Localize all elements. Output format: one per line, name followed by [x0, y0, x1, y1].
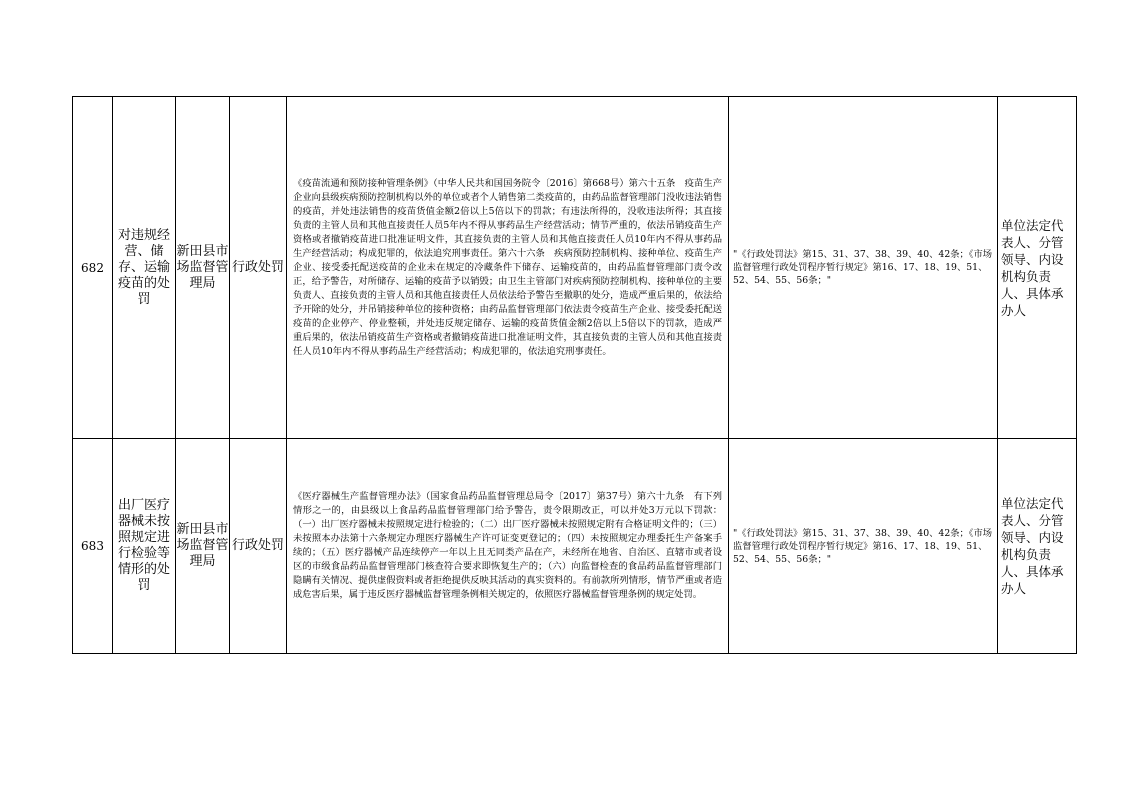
item-name: 对违规经营、储存、运输疫苗的处罚 — [113, 97, 176, 439]
procedure-law — [729, 97, 998, 439]
department: 新田县市场监督管理局 — [176, 439, 230, 654]
legal-basis — [287, 97, 729, 439]
row-number: 682 — [73, 97, 113, 439]
row-number: 683 — [73, 439, 113, 654]
department: 新田县市场监督管理局 — [176, 97, 230, 439]
legal-basis-text: 《医疗器械生产监督管理办法》（国家食品药品监督管理总局令〔2017〕第37号）第六十九条 有下列情形之一的，由县级以上食品药品监督管理部门给予警告，责令限期改正，可以并处3万元以下罚款：（一）出厂医疗器械未按照规定进行检验的；（二）出厂医疗器械未按照规定附有合格证明文件的；（三）未按照本办法第十六条规定办理医疗器械生产许可证变更登记的；（四）未按照规定办理委托生产备案手续的；（五）医疗器械产品连续停产一年以上且无同类产品在产，未经所在地省、自治区、直辖市或者设区的市级食品药品监督管理部门核查符合要求即恢复生产的；（六）向监督检查的食品药品监督管理部门隐瞒有关情况、提供虚假资料或者拒绝提供反映其活动的真实资料的。有前款所列情形，情节严重或者造成危害后果，属于违反医疗器械监督管理条例相关规定的，依照医疗器械监督管理条例的规定处罚。 — [293, 491, 722, 600]
penalty-items-table — [72, 96, 1077, 654]
legal-basis-text: 《疫苗流通和预防接种管理条例》（中华人民共和国国务院令〔2016〕第668号）第六十五条 疫苗生产企业向县级疾病预防控制机构以外的单位或者个人销售第二类疫苗的，由药品监督管理部门没收违法销售的疫苗，并处违法销售的疫苗货值金额2倍以上5倍以下的罚款；有违法所得的，没收违法所得；其直接负责的主管人员和其他直接责任人员5年内不得从事药品生产经营活动；情节严重的，依法吊销疫苗生产资格或者撤销疫苗进口批准证明文件，其直接负责的主管人员和其他直接责任人员10年内不得从事药品生产经营活动；构成犯罪的，依法追究刑事责任。第六十六条 疾病预防控制机构、接种单位、疫苗生产企业、接受委托配送疫苗的企业未在规定的冷藏条件下储存、运输疫苗的，由药品监督管理部门责令改正，给予警告，对所储存、运输的疫苗予以销毁；由卫生主管部门对疾病预防控制机构、接种单位的主要负责人、直接负责的主管人员和其他直接责任人员依法给予警告至撤职的处分，造成严重后果的，依法给予开除的处分，并吊销接种单位的接种资格；由药品监督管理部门依法责令疫苗生产企业、接受委托配送疫苗的企业停产、停业整顿，并处违反规定储存、运输的疫苗货值金额2倍以上5倍以下的罚款，造成严重后果的，依法吊销疫苗生产资格或者撤销疫苗进口批准证明文件，其直接负责的主管人员和其他直接责任人员10年内不得从事药品生产经营活动；构成犯罪的，依法追究刑事责任。 — [293, 177, 722, 357]
item-name: 出厂医疗器械未按照规定进行检验等情形的处罚 — [113, 439, 176, 654]
item-type: 行政处罚 — [230, 97, 287, 439]
table-row — [73, 97, 1077, 439]
responsible-persons: 单位法定代表人、分管领导、内设机构负责人、具体承办人 — [998, 97, 1077, 439]
procedure-law-text: "《行政处罚法》第15、31、37、38、39、40、42条；《市场监督管理行政处罚程序暂行规定》第16、17、18、19、51、52、54、55、56条；" — [733, 527, 993, 565]
legal-basis — [287, 439, 729, 654]
item-type: 行政处罚 — [230, 439, 287, 654]
procedure-law — [729, 439, 998, 654]
procedure-law-text: "《行政处罚法》第15、31、37、38、39、40、42条；《市场监督管理行政处罚程序暂行规定》第16、17、18、19、51、52、54、55、56条；" — [733, 249, 993, 286]
responsible-persons: 单位法定代表人、分管领导、内设机构负责人、具体承办人 — [998, 439, 1077, 654]
table-row — [73, 439, 1077, 654]
